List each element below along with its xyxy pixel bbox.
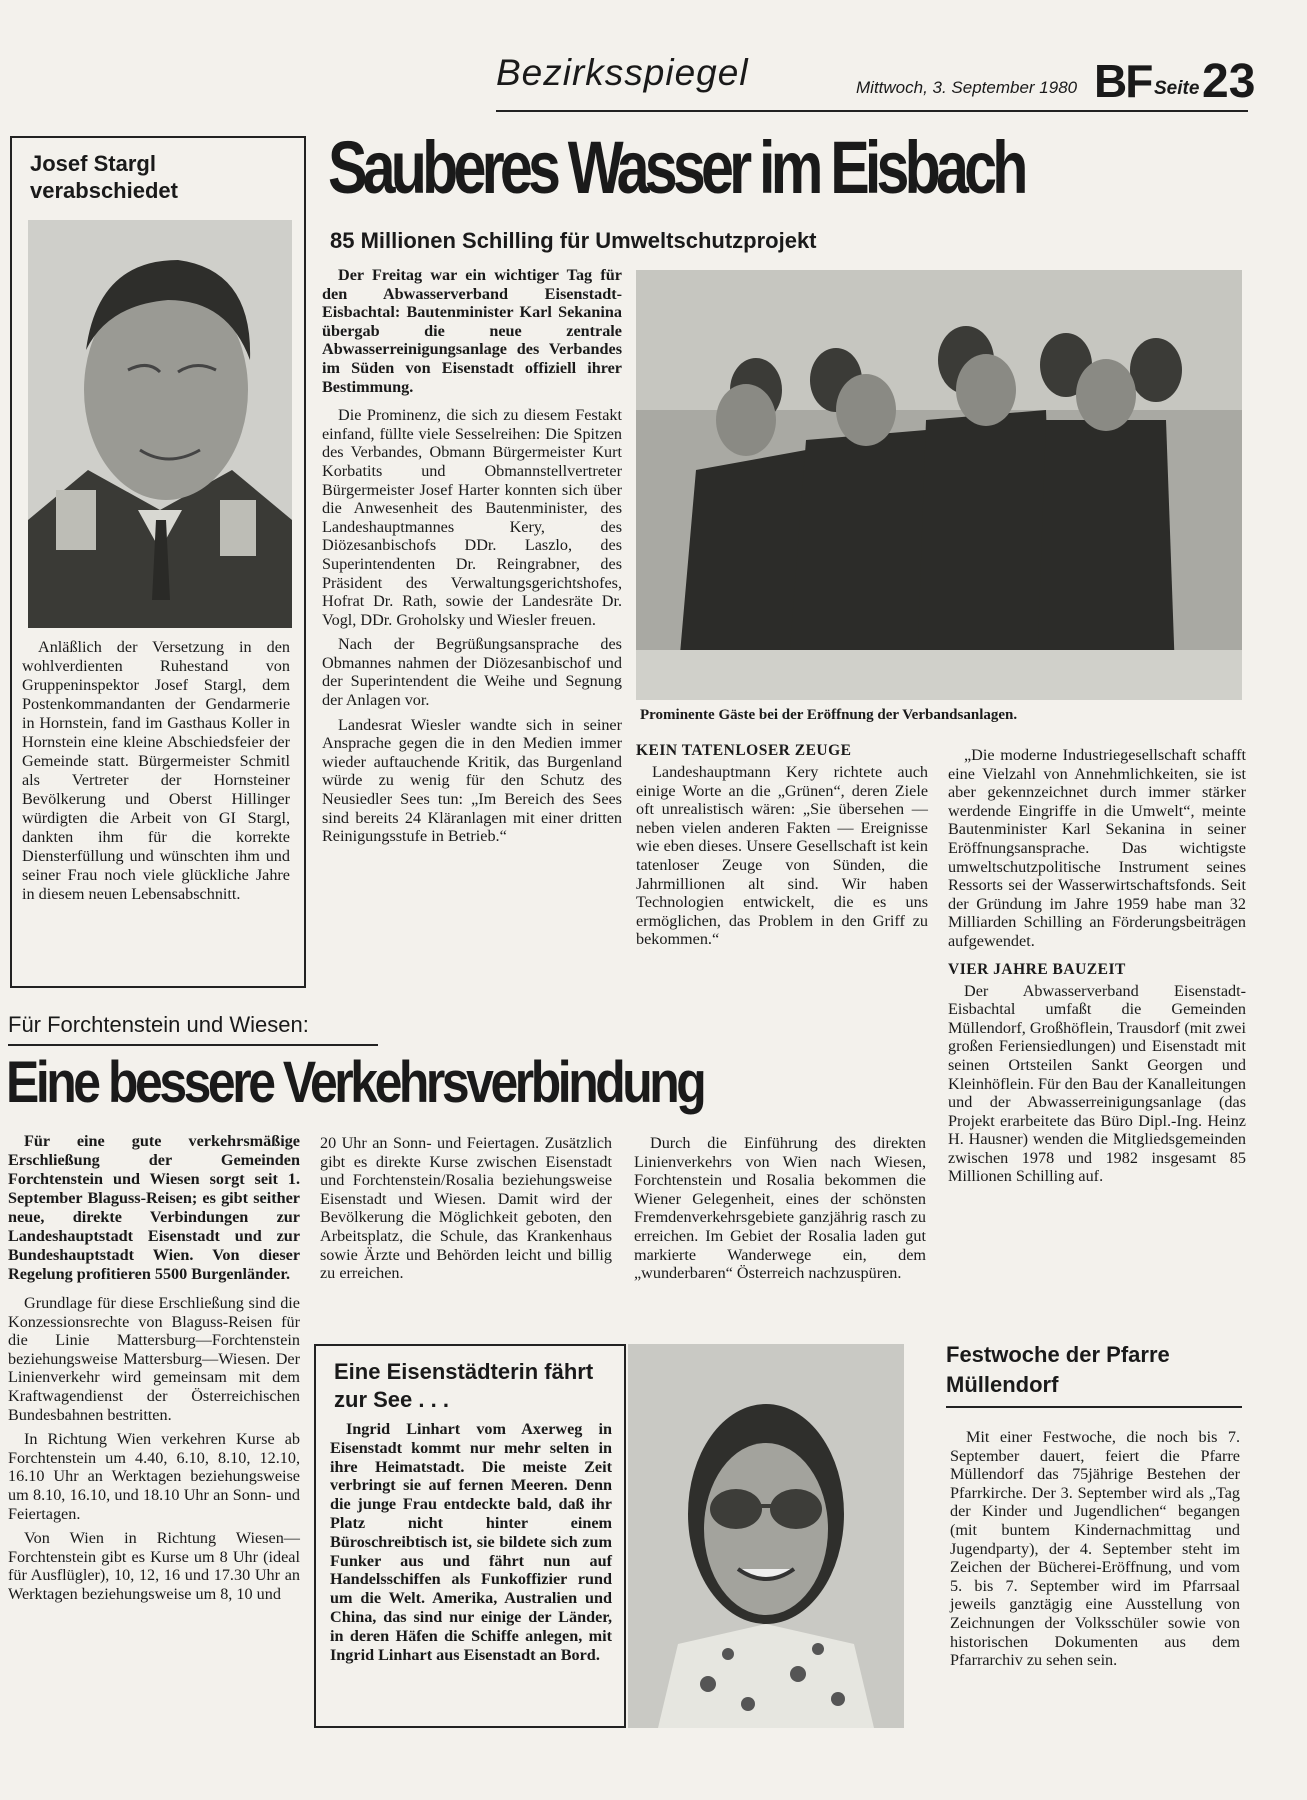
verkehr-headline: Eine bessere Verkehrsverbindung [6, 1050, 704, 1115]
wasser-p6: Der Abwasserverband Eisenstadt-Eisbachtal umfaßt die Gemeinden Müllendorf, Großhöflein, Trausdorf (mit zwei großen Feriensiedlungen) und Eisenstadt mit seinen Ortsteilen Sankt Georgen und Kleinhöflein. Für den Bau der Kanalleitungen und der Abwasserreinigungsanlage (das Projekt erarbeitete das Büro Dipl.-Ing. Heinz H. Hausner) wenden die Mitgliedsgemeinden zwischen 1978 und 1982 insgesamt 85 Millionen Schilling auf. [948, 981, 1246, 1186]
stargl-portrait-icon [28, 220, 292, 628]
verkehr-col-3 [634, 1134, 926, 1283]
wasser-col-mid [636, 742, 928, 949]
linhart-photo [628, 1344, 904, 1728]
wasser-p3: Landesrat Wiesler wandte sich in seiner Ansprache gegen die in den Medien immer wieder auftauchende Kritik, das Burgenland würde zu wenig für den Schutz des Neusiedler Sees tun: „Im Bereich des Sees sind bereits 24 Kläranlagen mit einer dritten Reinigungsstufe in Betrieb.“ [322, 715, 622, 846]
masthead-rule [496, 110, 1248, 112]
verkehr-col-1 [8, 1132, 300, 1604]
masthead-page-label: Seite [1154, 78, 1200, 99]
stargl-photo [28, 220, 292, 628]
verkehr-lead: Für eine gute verkehrsmäßige Erschließung der Gemeinden Forchtenstein und Wiesen sorgt seit 1. September Blaguss-Reisen; es gibt seither neue, direkte Verbindungen zur Landeshauptstadt Eisenstadt und zur Bundeshauptstadt Wien. Von dieser Regelung profitieren 5500 Burgenländer. [8, 1132, 300, 1283]
dignitaries-photo-icon [636, 270, 1242, 700]
verkehr-col-2 [320, 1134, 612, 1283]
stargl-headline: Josef Stargl verabschiedet [30, 151, 178, 203]
wasser-sub2: VIER JAHRE BAUZEIT [948, 960, 1126, 978]
festwoche-rule [946, 1406, 1242, 1408]
wasser-photo [636, 270, 1242, 700]
wasser-col-right [948, 746, 1246, 1186]
masthead-logo: BF [1094, 55, 1152, 107]
wasser-p2: Nach der Begrüßungsansprache des Obmannes nahmen der Diözesanbischof und der Superintendent die Weihe und Segnung der Anlagen vor. [322, 635, 622, 710]
verkehr-p1: Grundlage für diese Erschließung sind die Konzessionsrechte von Blaguss-Reisen für die Linie Mattersburg—Forchtenstein beziehungsweise Mattersburg—Wiesen. Der Linienverkehr wird gemeinsam mit dem Kraftwagendienst der Österreichischen Bundesbahnen bestritten. [8, 1294, 300, 1424]
linhart-body: Ingrid Linhart vom Axerweg in Eisenstadt kommt nur mehr selten in ihre Heimatstadt. Die meiste Zeit verbringt sie auf fernen Meeren. Denn die junge Frau entdeckte bald, daß ihr Platz nicht hinter einem Büroschreibtisch ist, sie bildete sich zum Funker aus und fährt nun auf Handelsschiffen als Funkoffizier rund um die Welt. Amerika, Australien und China, das sind nur einige der Länder, in deren Häfen die Schiffe anlegen, mit Ingrid Linhart aus Eisenstadt an Bord. [330, 1420, 612, 1664]
wasser-photo-caption: Prominente Gäste bei der Eröffnung der Verbandsanlagen. [640, 707, 1018, 723]
wasser-p4: Landeshauptmann Kery richtete auch einige Worte an die „Grünen“, deren Ziele oft unrealistisch wären: „Sie übersehen — neben vielen anderen Fakten — Ereignisse wie eben dieses. Unsere Gesellschaft ist kein tatenloser Zeuge von Sünden, die Jahrmillionen alt sind. Wir haben Technologien entwickelt, die es uns ermöglichen, das Problem in den Griff zu bekommen.“ [636, 763, 928, 949]
linhart-portrait-icon [628, 1344, 904, 1728]
wasser-subhead: 85 Millionen Schilling für Umweltschutzprojekt [330, 228, 817, 253]
verkehr-kicker-rule [8, 1044, 378, 1046]
verkehr-p2: In Richtung Wien verkehren Kurse ab Forchtenstein um 4.40, 6.10, 8.10, 12.10, 16.10 Uhr an Werktagen beziehungsweise um 8.10, 16.10, und 18.10 Uhr an Sonn- und Feiertagen. [8, 1430, 300, 1523]
verkehr-p4: 20 Uhr an Sonn- und Feiertagen. Zusätzlich gibt es direkte Kurse zwischen Eisenstadt und Forchtenstein/Rosalia beziehungsweise Eisenstadt und Wiesen. Damit wird der Bevölkerung die Möglichkeit geboten, den Arbeitsplatz, die Schule, das Krankenhaus sowie Ärzte und Behörden leicht und billig zu erreichen. [320, 1134, 612, 1283]
festwoche-headline: Festwoche der Pfarre Müllendorf [946, 1342, 1170, 1397]
verkehr-kicker: Für Forchtenstein und Wiesen: [8, 1012, 309, 1037]
verkehr-p3: Von Wien in Richtung Wiesen—Forchtenstein gibt es Kurse um 8 Uhr (ideal für Ausflügler), 10, 12, 16 und 17.30 Uhr an Werktagen beziehungsweise um 8, 10 und [8, 1529, 300, 1603]
masthead-date: Mittwoch, 3. September 1980 [856, 78, 1078, 97]
masthead-section: Bezirksspiegel [496, 52, 749, 93]
wasser-p1: Die Prominenz, die sich zu diesem Festakt einfand, füllte viele Sesselreihen: Die Spitzen des Verbandes, Obmann Bürgermeister Kurt Korbatits und Obmannstellvertreter Bürgermeister Josef Harter konnten sich über die Anwesenheit des Bautenminister, des Landeshauptmannes Kery, des Diözesanbischofs DDr. Laszlo, des Superintendenten Dr. Reingrabner, des Präsident des Verwaltungsgerichtshofes, Hofrat Dr. Rath, sowie der Landesräte Dr. Vogl, DDr. Groholsky und Wiesler freuen. [322, 406, 622, 629]
wasser-col-left [322, 266, 622, 846]
linhart-headline: Eine Eisenstädterin fährt zur See . . . [334, 1359, 594, 1412]
masthead-page-number: 23 [1202, 55, 1256, 108]
stargl-body: Anläßlich der Versetzung in den wohlverdienten Ruhestand von Gruppeninspektor Josef Stargl, dem Postenkommandanten der Gendarmerie in Hornstein, fand im Gasthaus Koller in Hornstein eine kleine Abschiedsfeier der Gemeinde statt. Bürgermeister Schmitl als Vertreter der Hornsteiner Bevölkerung und Oberst Hillinger würdigten die Arbeit von GI Stargl, dankten ihm für die korrekte Diensterfüllung und wünschten ihm und seiner Frau noch viele glückliche Jahre in diesem neuen Lebensabschnitt. [22, 638, 290, 903]
wasser-p5: „Die moderne Industriegesellschaft schafft eine Vielzahl von Annehmlichkeiten, sie ist aber gekennzeichnet durch immer stärker werdende Eingriffe in die Umwelt“, meinte Bautenminister Karl Sekanina in seiner Eröffnungsansprache. Das wichtigste umweltschutzpolitische Instrument seines Ressorts sei der Wasserwirtschaftsfonds. Seit der Gründung im Jahre 1959 habe man 32 Milliarden Schilling an Förderungsbeiträgen aufgewendet. [948, 746, 1246, 950]
wasser-sub1: KEIN TATENLOSER ZEUGE [636, 742, 852, 759]
wasser-headline: Sauberes Wasser im Eisbach [328, 126, 1024, 209]
festwoche-body: Mit einer Festwoche, die noch bis 7. September dauert, feiert die Pfarre Müllendorf das 75jährige Bestehen der Pfarrkirche. Der 3. September wird als „Tag der Kinder und Jugendlichen“ begangen (mit buntem Kindernachmittag und Jugendparty), der 4. September steht im Zeichen der Bücherei-Eröffnung, und vom 5. bis 7. September wird im Pfarrsaal jeweils ganztägig eine Ausstellung von Zeichnungen der Volksschüler sowie von historischen Dokumenten aus dem Pfarrarchiv zu sehen sein. [950, 1428, 1240, 1670]
wasser-lead: Der Freitag war ein wichtiger Tag für den Abwasserverband Eisenstadt-Eisbachtal: Bautenminister Karl Sekanina übergab die neue zentrale Abwasserreinigungsanlage des Verbandes im Süden von Eisenstadt offiziell ihrer Bestimmung. [322, 266, 622, 396]
verkehr-p5: Durch die Einführung des direkten Linienverkehrs von Wien nach Wiesen, Forchtenstein und Rosalia bekommen die Wiener Gelegenheit, eines der schönsten Fremdenverkehrsgebiete ganzjährig rasch zu erreichen. Im Gebiet der Rosalia laden gut markierte Wanderwege ein, dem „wunderbaren“ Österreich nachzuspüren. [634, 1134, 926, 1283]
